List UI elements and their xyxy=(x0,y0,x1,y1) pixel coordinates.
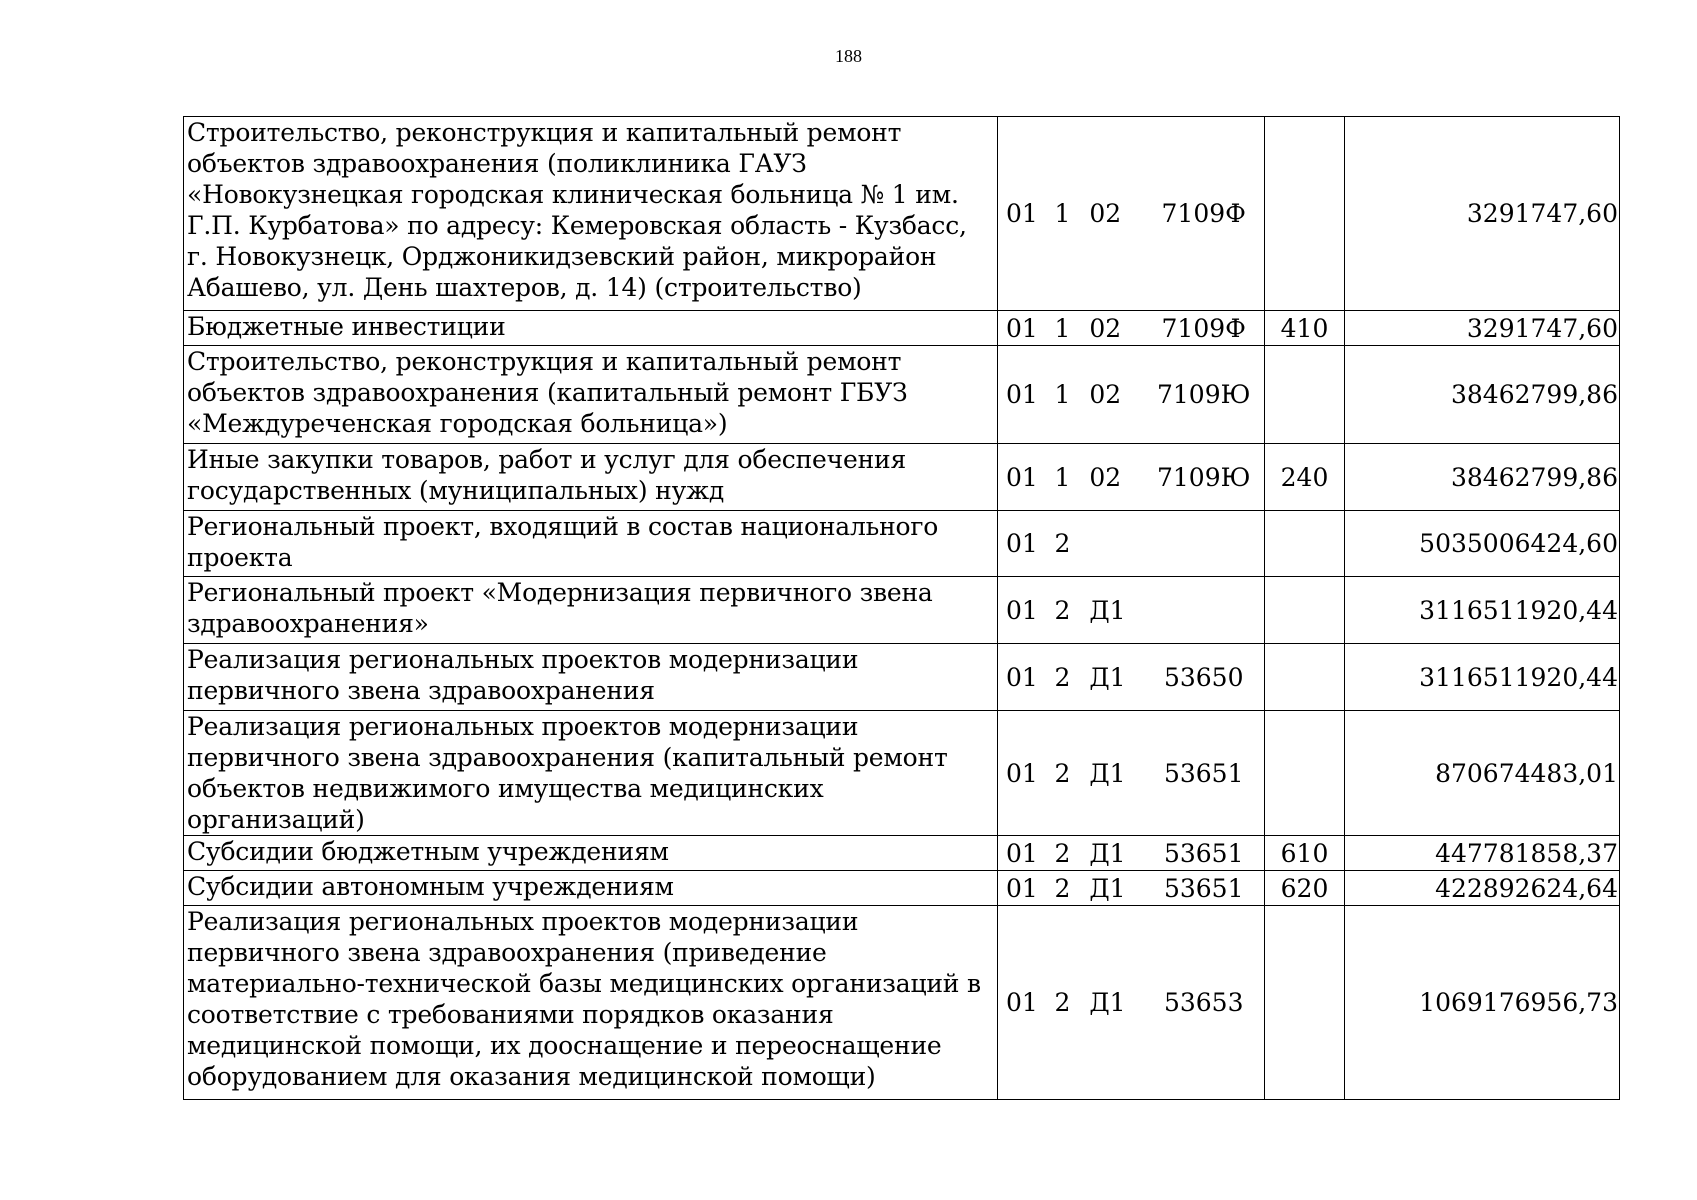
code-direction: 7109Ю xyxy=(1156,380,1251,409)
row-description: Строительство, реконструкция и капитальный ремонт объектов здравоохранения (поликлиника ГАУЗ «Новокузнецкая городская клиническая больница № 1 им. Г.П. Курбатова» по адресу: Кемеровская область - Кузбасс, г. Новокузнецк, Орджоникидзевский район, микрорайон Абашево, ул. День шахтеров, д. 14) (строительство) xyxy=(184,117,998,311)
code-program: 01 xyxy=(1006,873,1038,903)
code-direction: 7109Ф xyxy=(1161,313,1246,343)
row-code xyxy=(998,311,1265,346)
page-number: 188 xyxy=(835,46,862,66)
row-code xyxy=(998,711,1265,836)
code-subprogram: 1 xyxy=(1054,380,1071,409)
row-code xyxy=(998,644,1265,711)
code-main-event: Д1 xyxy=(1089,758,1126,788)
code-subprogram: 1 xyxy=(1054,462,1071,492)
code-direction: 53653 xyxy=(1163,988,1244,1017)
row-code xyxy=(998,346,1265,444)
code-subprogram: 2 xyxy=(1054,595,1071,625)
row-code xyxy=(998,511,1265,577)
row-amount: 38462799,86 xyxy=(1345,444,1620,511)
row-amount: 38462799,86 xyxy=(1345,346,1620,444)
table-row xyxy=(184,117,1620,311)
row-code xyxy=(998,906,1265,1100)
row-amount: 447781858,37 xyxy=(1345,836,1620,871)
row-code xyxy=(998,444,1265,511)
table-row xyxy=(184,346,1620,444)
code-program: 01 xyxy=(1006,529,1038,558)
code-program: 01 xyxy=(1006,662,1038,692)
code-direction: 53651 xyxy=(1163,838,1244,868)
code-direction: 7109Ф xyxy=(1161,199,1246,228)
code-main-event: 02 xyxy=(1089,462,1122,492)
code-program: 01 xyxy=(1006,758,1038,788)
code-program: 01 xyxy=(1006,988,1038,1017)
code-main-event: 02 xyxy=(1089,199,1122,228)
row-expense-type xyxy=(1265,346,1345,444)
code-subprogram: 2 xyxy=(1054,988,1071,1017)
row-expense-type: 620 xyxy=(1265,871,1345,906)
code-main-event: 02 xyxy=(1089,380,1122,409)
row-code xyxy=(998,117,1265,311)
code-subprogram: 2 xyxy=(1054,873,1071,903)
row-description: Реализация региональных проектов модернизации первичного звена здравоохранения (приведение материально-технической базы медицинских организаций в соответствие с требованиями порядков оказания медицинской помощи, их дооснащение и переоснащение оборудованием для оказания медицинской помощи) xyxy=(184,906,998,1100)
budget-table xyxy=(183,116,1620,1100)
code-program: 01 xyxy=(1006,199,1038,228)
table-row xyxy=(184,577,1620,644)
code-direction: 53651 xyxy=(1163,758,1244,788)
row-amount: 3116511920,44 xyxy=(1345,644,1620,711)
table-row xyxy=(184,836,1620,871)
row-expense-type: 410 xyxy=(1265,311,1345,346)
table-row xyxy=(184,311,1620,346)
table-row xyxy=(184,711,1620,836)
row-description: Реализация региональных проектов модернизации первичного звена здравоохранения xyxy=(184,644,998,711)
code-subprogram: 2 xyxy=(1054,662,1071,692)
row-description: Субсидии бюджетным учреждениям xyxy=(184,836,998,871)
code-program: 01 xyxy=(1006,838,1038,868)
table-row xyxy=(184,444,1620,511)
code-main-event: Д1 xyxy=(1089,873,1126,903)
row-amount: 3116511920,44 xyxy=(1345,577,1620,644)
row-amount: 3291747,60 xyxy=(1345,117,1620,311)
table-row xyxy=(184,644,1620,711)
row-description: Бюджетные инвестиции xyxy=(184,311,998,346)
code-program: 01 xyxy=(1006,462,1038,492)
row-amount: 5035006424,60 xyxy=(1345,511,1620,577)
code-main-event: 02 xyxy=(1089,313,1122,343)
row-expense-type xyxy=(1265,711,1345,836)
row-code xyxy=(998,871,1265,906)
row-amount: 870674483,01 xyxy=(1345,711,1620,836)
code-program: 01 xyxy=(1006,380,1038,409)
code-subprogram: 2 xyxy=(1054,838,1071,868)
row-code xyxy=(998,836,1265,871)
code-main-event: Д1 xyxy=(1089,595,1126,625)
row-expense-type xyxy=(1265,644,1345,711)
code-main-event: Д1 xyxy=(1089,662,1126,692)
code-program: 01 xyxy=(1006,313,1038,343)
table-row xyxy=(184,511,1620,577)
code-subprogram: 1 xyxy=(1054,199,1071,228)
row-description: Строительство, реконструкция и капитальный ремонт объектов здравоохранения (капитальный ремонт ГБУЗ «Междуреченская городская больница») xyxy=(184,346,998,444)
row-description: Субсидии автономным учреждениям xyxy=(184,871,998,906)
code-direction: 7109Ю xyxy=(1156,462,1251,492)
row-amount: 1069176956,73 xyxy=(1345,906,1620,1100)
code-subprogram: 2 xyxy=(1054,529,1071,558)
table-row xyxy=(184,871,1620,906)
row-expense-type xyxy=(1265,577,1345,644)
row-expense-type: 610 xyxy=(1265,836,1345,871)
code-subprogram: 1 xyxy=(1054,313,1071,343)
table-row xyxy=(184,906,1620,1100)
row-expense-type: 240 xyxy=(1265,444,1345,511)
row-expense-type xyxy=(1265,906,1345,1100)
row-amount: 3291747,60 xyxy=(1345,311,1620,346)
row-amount: 422892624,64 xyxy=(1345,871,1620,906)
budget-table-body xyxy=(184,117,1620,1100)
code-program: 01 xyxy=(1006,595,1038,625)
code-direction: 53650 xyxy=(1163,662,1244,692)
code-main-event: Д1 xyxy=(1089,988,1126,1017)
row-expense-type xyxy=(1265,117,1345,311)
row-description: Региональный проект, входящий в состав национального проекта xyxy=(184,511,998,577)
row-description: Реализация региональных проектов модернизации первичного звена здравоохранения (капитальный ремонт объектов недвижимого имущества медицинских организаций) xyxy=(184,711,998,836)
row-description: Региональный проект «Модернизация первичного звена здравоохранения» xyxy=(184,577,998,644)
code-direction: 53651 xyxy=(1163,873,1244,903)
row-description: Иные закупки товаров, работ и услуг для обеспечения государственных (муниципальных) нужд xyxy=(184,444,998,511)
row-code xyxy=(998,577,1265,644)
code-subprogram: 2 xyxy=(1054,758,1071,788)
code-main-event: Д1 xyxy=(1089,838,1126,868)
row-expense-type xyxy=(1265,511,1345,577)
